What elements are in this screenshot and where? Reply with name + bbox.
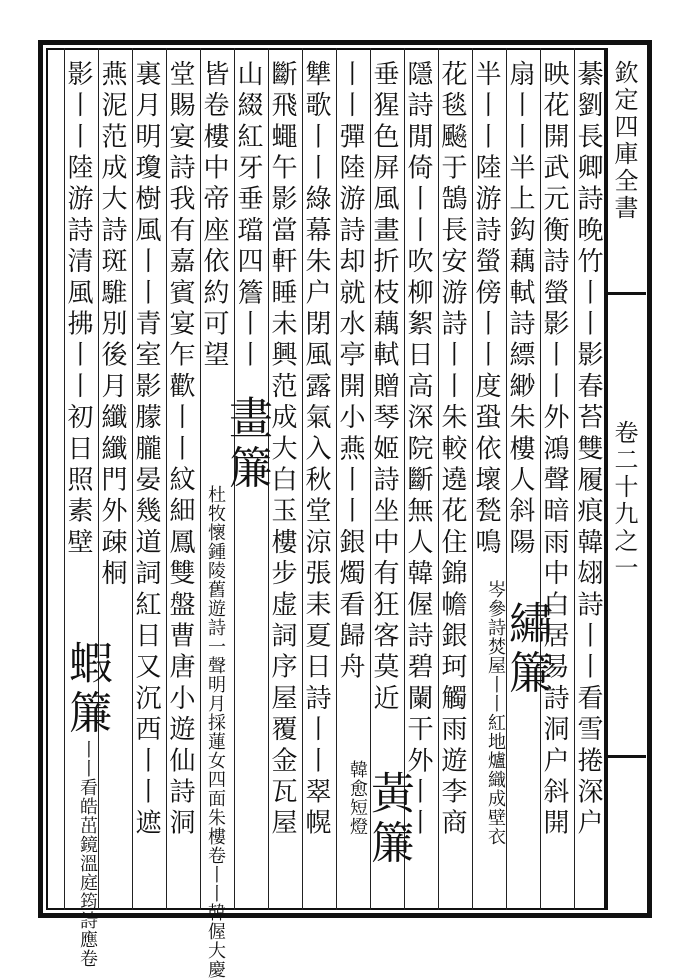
text-column: 扇丨丨半上鈎藕軾詩縹緲朱樓人斜陽 <box>505 60 535 560</box>
text-column: 皆卷樓中帝座依約可望 <box>199 60 229 372</box>
text-column: 映花開武元衡詩螢影丨丨外鴻聲暗雨中白居易詩洞户斜開 <box>539 60 569 840</box>
heading-huang-lian: 黃簾 <box>363 770 414 869</box>
text-column: 燕泥范成大詩斑騅別後月纖纖門外疎桐 <box>97 60 127 591</box>
heading-note: 韓愈短燈 <box>347 760 368 836</box>
heading-xiu-lian: 繡簾 <box>501 600 552 699</box>
text-column: 山綴紅牙垂璫四簷丨丨 <box>233 60 263 372</box>
text-column: 斷飛蠅午影當軒睡未興范成大白玉樓步虚詞序屋覆金瓦屋 <box>267 60 297 840</box>
heading-xia-lian: 蝦簾 <box>61 640 112 739</box>
heading-note: 岑參詩焚屋丨丨紅地爐織成壁衣 <box>485 580 506 846</box>
text-column: 犨歌丨丨綠幕朱户閉風露氣入秋堂涼張耒夏日詩丨丨翠幌 <box>301 60 331 840</box>
fishtail-mark-lower <box>606 755 646 758</box>
text-column: 影丨丨陸游詩清風拂丨丨初日照素壁 <box>63 60 93 560</box>
margin-book-title: 欽定四庫全書 <box>610 60 638 222</box>
heading-note: 丨丨看皓茁鏡溫庭筠詩應卷 <box>77 740 98 968</box>
fishtail-mark-upper <box>606 292 646 295</box>
text-column: 丨丨彈陸游詩却就水亭開小燕丨丨銀燭看歸舟 <box>335 60 365 684</box>
text-column: 堂賜宴詩我有嘉賓宴乍歡丨丨紋細鳳雙盤曹唐小遊仙詩洞 <box>165 60 195 840</box>
text-column: 花毯飈于鵠長安游詩丨丨朱較遶花住錦幨銀珂觸雨遊李商 <box>437 60 467 840</box>
heading-note: 杜牧懷鍾陵舊遊詩一聲明月採蓮女四面朱樓卷丨丨韓偓大慶 <box>205 485 226 979</box>
heading-hua-lian: 畫簾 <box>221 395 272 494</box>
text-column: 垂猩色屏風畫折枝藕軾贈琴姬詩坐中有狂客莫近 <box>369 60 399 716</box>
text-column: 半丨丨陸游詩螢傍丨丨度蛩依壞甃鳴 <box>471 60 501 560</box>
text-column: 綦劉長卿詩晚竹丨丨影春苔雙履痕韓翃詩丨丨看雪捲深户 <box>573 60 603 840</box>
text-column: 隱詩閒倚丨丨吹柳絮日高深院斷無人韓偓詩碧闌干外丨丨 <box>403 60 433 840</box>
margin-volume: 卷二十九之一 <box>610 420 638 582</box>
text-column: 裏月明瓊樹風丨丨青室影朦朧晏幾道詞紅日又沉西丨丨遮 <box>131 60 161 840</box>
